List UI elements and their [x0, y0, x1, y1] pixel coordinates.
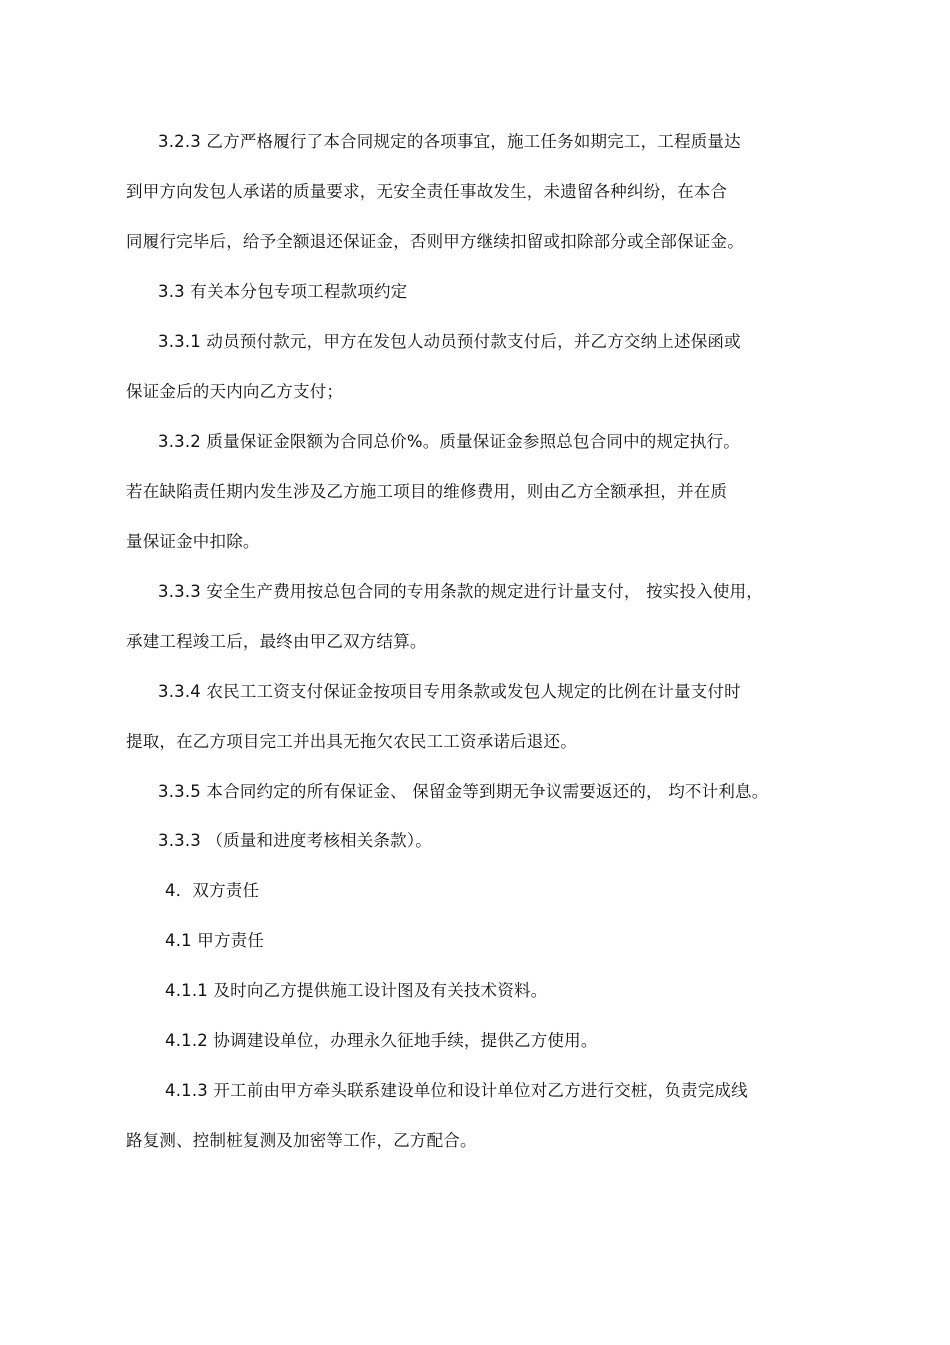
paragraph-3-3-2-line-2: 若在缺陷责任期内发生涉及乙方施工项目的维修费用，则由乙方全额承担，并在质: [126, 482, 728, 501]
paragraph-4-1-3-line-1: 4.1.3 开工前由甲方牵头联系建设单位和设计单位对乙方进行交桩，负责完成线: [165, 1081, 748, 1100]
paragraph-3-2-3-line-3: 同履行完毕后，给予全额退还保证金，否则甲方继续扣留或扣除部分或全部保证金。: [126, 232, 744, 251]
section-3-3-heading: 3.3 有关本分包专项工程款项约定: [158, 282, 408, 301]
paragraph-4-1-3-line-2: 路复测、控制桩复测及加密等工作，乙方配合。: [126, 1131, 477, 1150]
section-4-1-heading: 4.1 甲方责任: [165, 931, 265, 950]
paragraph-3-3-3-quality: 3.3.3 （质量和进度考核相关条款）。: [158, 831, 432, 850]
paragraph-3-3-1-line-2: 保证金后的天内向乙方支付；: [126, 382, 344, 401]
paragraph-3-3-4-line-1: 3.3.4 农民工工资支付保证金按项目专用条款或发包人规定的比例在计量支付时: [158, 682, 741, 701]
section-4-heading: 4．双方责任: [165, 881, 260, 900]
paragraph-3-3-5: 3.3.5 本合同约定的所有保证金、 保留金等到期无争议需要返还的， 均不计利息。: [158, 782, 769, 801]
paragraph-3-3-4-line-2: 提取，在乙方项目完工并出具无拖欠农民工工资承诺后退还。: [126, 732, 577, 751]
paragraph-4-1-1: 4.1.1 及时向乙方提供施工设计图及有关技术资料。: [165, 981, 548, 1000]
paragraph-3-3-1-line-1: 3.3.1 动员预付款元，甲方在发包人动员预付款支付后，并乙方交纳上述保函或: [158, 332, 741, 351]
paragraph-3-3-3-line-2: 承建工程竣工后，最终由甲乙双方结算。: [126, 632, 427, 651]
paragraph-3-3-2-line-3: 量保证金中扣除。: [126, 532, 260, 551]
paragraph-4-1-2: 4.1.2 协调建设单位，办理永久征地手续，提供乙方使用。: [165, 1031, 598, 1050]
paragraph-3-2-3-line-2: 到甲方向发包人承诺的质量要求，无安全责任事故发生，未遗留各种纠纷，在本合: [126, 182, 728, 201]
paragraph-3-2-3-line-1: 3.2.3 乙方严格履行了本合同规定的各项事宜，施工任务如期完工，工程质量达: [158, 132, 741, 151]
paragraph-3-3-2-line-1: 3.3.2 质量保证金限额为合同总价%。质量保证金参照总包合同中的规定执行。: [158, 432, 741, 451]
paragraph-3-3-3-line-1: 3.3.3 安全生产费用按总包合同的专用条款的规定进行计量支付， 按实投入使用，: [158, 582, 763, 601]
